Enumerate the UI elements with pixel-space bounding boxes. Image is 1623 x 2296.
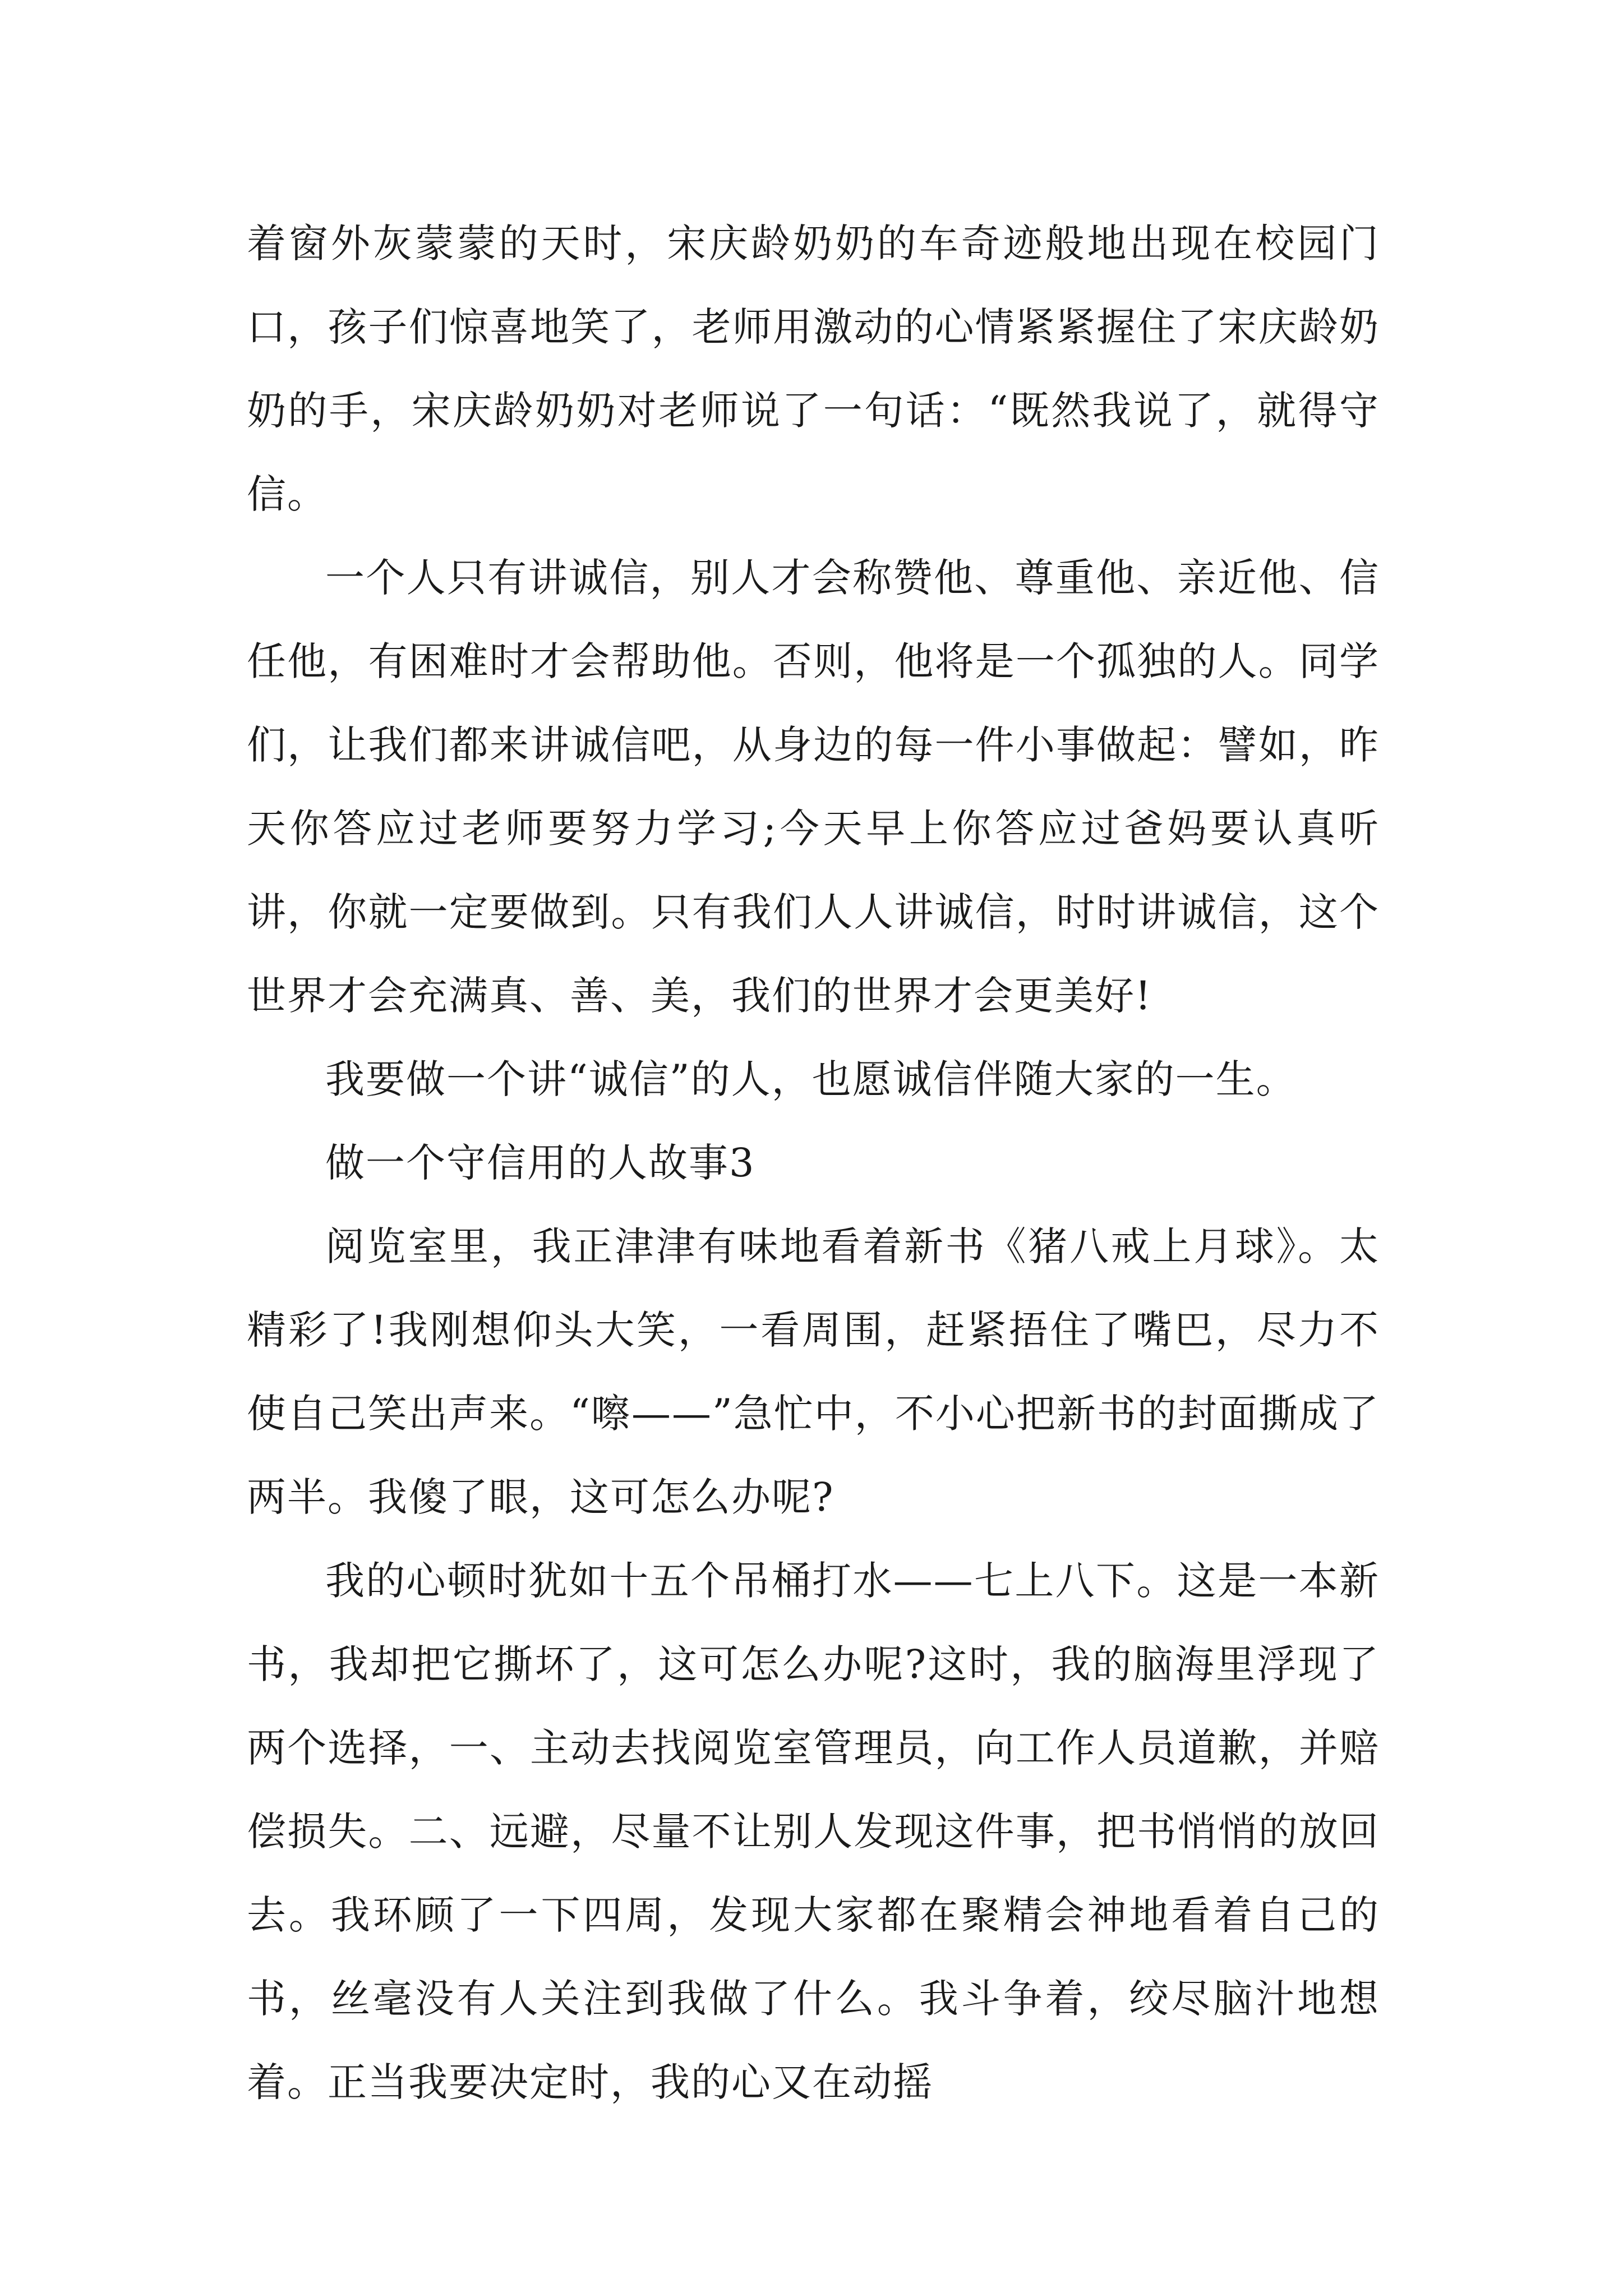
paragraph-pledge: 我要做一个讲“诚信”的人，也愿诚信伴随大家的一生。	[325, 1056, 1297, 1102]
paragraph-honesty: 一个人只有讲诚信，别人才会称赞他、尊重他、亲近他、信任他，有困难时才会帮助他。否则，他将是一个孤独的人。同学们，让我们都来讲诚信吧，从身边的每一件小事做起：譬如，昨天你答应过老师要努力学习;今天早上你答应过爸妈要认真听讲，你就一定要做到。只有我们人人讲诚信，时时讲诚信，这个世界才会充满真、善、美，我们的世界才会更美好!	[247, 555, 1380, 1019]
document-body	[247, 202, 1380, 2124]
paragraph-dilemma: 我的心顿时犹如十五个吊桶打水——七上八下。这是一本新书，我却把它撕坏了，这可怎么办呢?这时，我的脑海里浮现了两个选择，一、主动去找阅览室管理员，向工作人员道歉，并赔偿损失。二、远避，尽量不让别人发现这件事，把书悄悄的放回去。我环顾了一下四周，发现大家都在聚精会神地看着自己的书，丝毫没有人关注到我做了什么。我斗争着，绞尽脑汁地想着。正当我要决定时，我的心又在动摇	[247, 1558, 1380, 2105]
paragraph-continuation: 着窗外灰蒙蒙的天时，宋庆龄奶奶的车奇迹般地出现在校园门口，孩子们惊喜地笑了，老师用激动的心情紧紧握住了宋庆龄奶奶的手，宋庆龄奶奶对老师说了一句话：“既然我说了，就得守信。	[247, 220, 1380, 517]
paragraph-reading-room: 阅览室里，我正津津有味地看着新书《猪八戒上月球》。太精彩了!我刚想仰头大笑，一看周围，赶紧捂住了嘴巴，尽力不使自己笑出声来。“嚓——”急忙中，不小心把新书的封面撕成了两半。我傻了眼，这可怎么办呢?	[247, 1223, 1380, 1520]
section-heading: 做一个守信用的人故事3	[325, 1140, 755, 1186]
